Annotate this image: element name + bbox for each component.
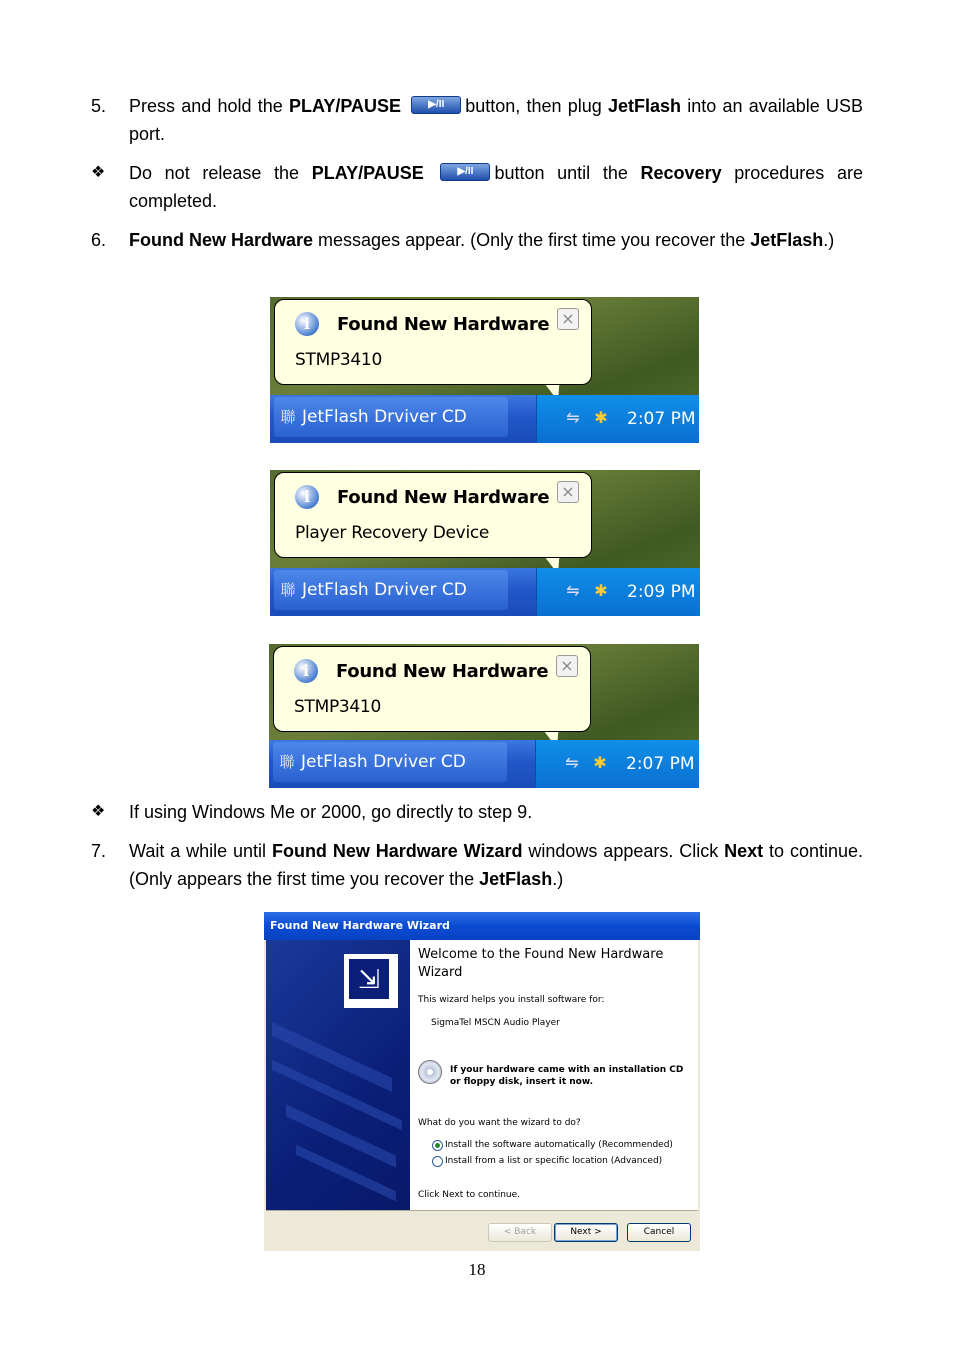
notification-balloon[interactable] — [273, 646, 591, 732]
note-do-not-release — [91, 159, 863, 215]
device-name: SigmaTel MSCN Audio Player — [431, 1018, 560, 1028]
jetflash-label: JetFlash — [608, 96, 682, 116]
wizard-label: Found New Hardware Wizard — [271, 841, 523, 861]
step-text: Press and hold the — [129, 96, 289, 116]
system-tray — [536, 568, 700, 616]
play-pause-label: PLAY/PAUSE — [288, 96, 402, 116]
step-number: 7. — [91, 841, 107, 861]
wizard-intro: This wizard helps you install software for: — [418, 995, 605, 1005]
option-install-automatically-label[interactable]: Install the software automatically (Recommended) — [445, 1140, 673, 1150]
network-icon[interactable]: ✱ — [594, 583, 608, 600]
diamond-bullet-icon: ❖ — [91, 803, 106, 820]
balloon-title: Found New Hardware — [336, 661, 549, 682]
wizard-title-bar[interactable]: Found New Hardware Wizard — [264, 912, 700, 940]
recovery-label: Recovery — [640, 163, 722, 183]
cd-hint-line-1: If your hardware came with an installation CD — [450, 1065, 684, 1075]
found-new-hardware-wizard — [264, 912, 700, 1251]
wizard-heading: Welcome to the Found New Hardware Wizard — [418, 947, 664, 980]
step-5 — [91, 92, 863, 148]
usb-device-icon[interactable]: ⇋ — [565, 755, 579, 772]
balloon-text: Player Recovery Device — [295, 523, 490, 543]
wizard-footer — [266, 1210, 698, 1251]
hardware-wizard-logo-icon: ⇲ — [344, 954, 398, 1008]
balloon-screenshot-1 — [270, 297, 699, 443]
play-pause-label: PLAY/PAUSE — [311, 163, 424, 183]
balloon-text: STMP3410 — [295, 350, 382, 370]
wizard-side-banner — [266, 940, 410, 1210]
clock[interactable]: 2:09 PM — [627, 582, 696, 602]
note-windows-me — [91, 798, 863, 826]
close-icon[interactable]: × — [556, 655, 578, 677]
balloon-text: STMP3410 — [294, 697, 381, 717]
note-text: procedures are completed. — [129, 163, 863, 211]
cd-hint-line-2: or floppy disk, insert it now. — [450, 1077, 594, 1087]
taskbar-button-label: JetFlash Drviver CD — [302, 407, 467, 427]
step-number: 5. — [91, 96, 107, 116]
taskbar — [270, 395, 699, 443]
close-icon[interactable]: × — [557, 481, 579, 503]
window-icon: 聯 — [280, 581, 296, 599]
clock[interactable]: 2:07 PM — [627, 409, 696, 429]
window-icon: 聯 — [280, 408, 296, 426]
jetflash-label: JetFlash — [479, 869, 553, 889]
balloon-screenshot-2 — [270, 470, 700, 616]
found-new-hardware-label: Found New Hardware — [129, 230, 314, 250]
step-text: button, then plug — [465, 96, 608, 116]
option-install-from-list-label[interactable]: Install from a list or specific location (Advanced) — [445, 1156, 663, 1166]
note-text: If using Windows Me or 2000, go directly to step 9. — [129, 802, 533, 822]
note-text: button until the — [494, 163, 641, 183]
note-text: Do not release the — [129, 163, 312, 183]
balloon-title: Found New Hardware — [337, 314, 550, 335]
notification-balloon[interactable] — [274, 299, 592, 385]
close-icon[interactable]: × — [557, 308, 579, 330]
taskbar-button[interactable] — [273, 742, 507, 782]
usb-device-icon[interactable]: ⇋ — [566, 410, 580, 427]
taskbar-button-label: JetFlash Drviver CD — [302, 580, 467, 600]
clock[interactable]: 2:07 PM — [626, 754, 695, 774]
step-6 — [91, 226, 863, 254]
radio-install-from-list[interactable] — [432, 1156, 443, 1167]
diamond-bullet-icon: ❖ — [91, 164, 106, 181]
play-pause-button-icon: ▶/II — [411, 96, 461, 114]
play-pause-button-icon: ▶/II — [440, 163, 490, 181]
window-icon: 聯 — [279, 753, 295, 771]
taskbar — [269, 740, 698, 788]
next-label: Next — [724, 841, 764, 861]
cd-icon — [418, 1060, 442, 1084]
balloon-title: Found New Hardware — [337, 487, 550, 508]
back-button[interactable]: < Back — [488, 1223, 552, 1242]
step-text: .) — [552, 869, 564, 889]
step-text: Wait a while until — [129, 841, 272, 861]
step-text: to continue. (Only appears the first time you recover the — [129, 841, 864, 889]
next-button[interactable]: Next > — [554, 1223, 618, 1242]
step-text: messages appear. (Only the first time you recover the — [313, 230, 751, 250]
wizard-question: What do you want the wizard to do? — [418, 1118, 581, 1128]
taskbar — [270, 568, 699, 616]
taskbar-button-label: JetFlash Drviver CD — [301, 752, 466, 772]
taskbar-button[interactable] — [274, 570, 508, 610]
info-icon: i — [295, 312, 319, 336]
info-icon: i — [295, 485, 319, 509]
network-icon[interactable]: ✱ — [593, 755, 607, 772]
step-text: .) — [823, 230, 835, 250]
radio-install-automatically[interactable] — [432, 1140, 443, 1151]
cancel-button[interactable]: Cancel — [627, 1223, 691, 1242]
usb-device-icon[interactable]: ⇋ — [566, 583, 580, 600]
step-7 — [91, 837, 863, 893]
step-text: windows appears. Click — [522, 841, 725, 861]
network-icon[interactable]: ✱ — [594, 410, 608, 427]
wizard-content — [410, 940, 698, 1210]
jetflash-label: JetFlash — [750, 230, 824, 250]
system-tray — [536, 395, 699, 443]
info-icon: i — [294, 659, 318, 683]
taskbar-button[interactable] — [274, 397, 508, 437]
step-number: 6. — [91, 230, 107, 250]
notification-balloon[interactable] — [274, 472, 592, 558]
step-text: into an available USB port. — [129, 96, 863, 144]
continue-hint: Click Next to continue. — [418, 1190, 521, 1200]
system-tray — [535, 740, 699, 788]
balloon-screenshot-3 — [269, 644, 699, 788]
page-number: 18 — [468, 1260, 486, 1279]
